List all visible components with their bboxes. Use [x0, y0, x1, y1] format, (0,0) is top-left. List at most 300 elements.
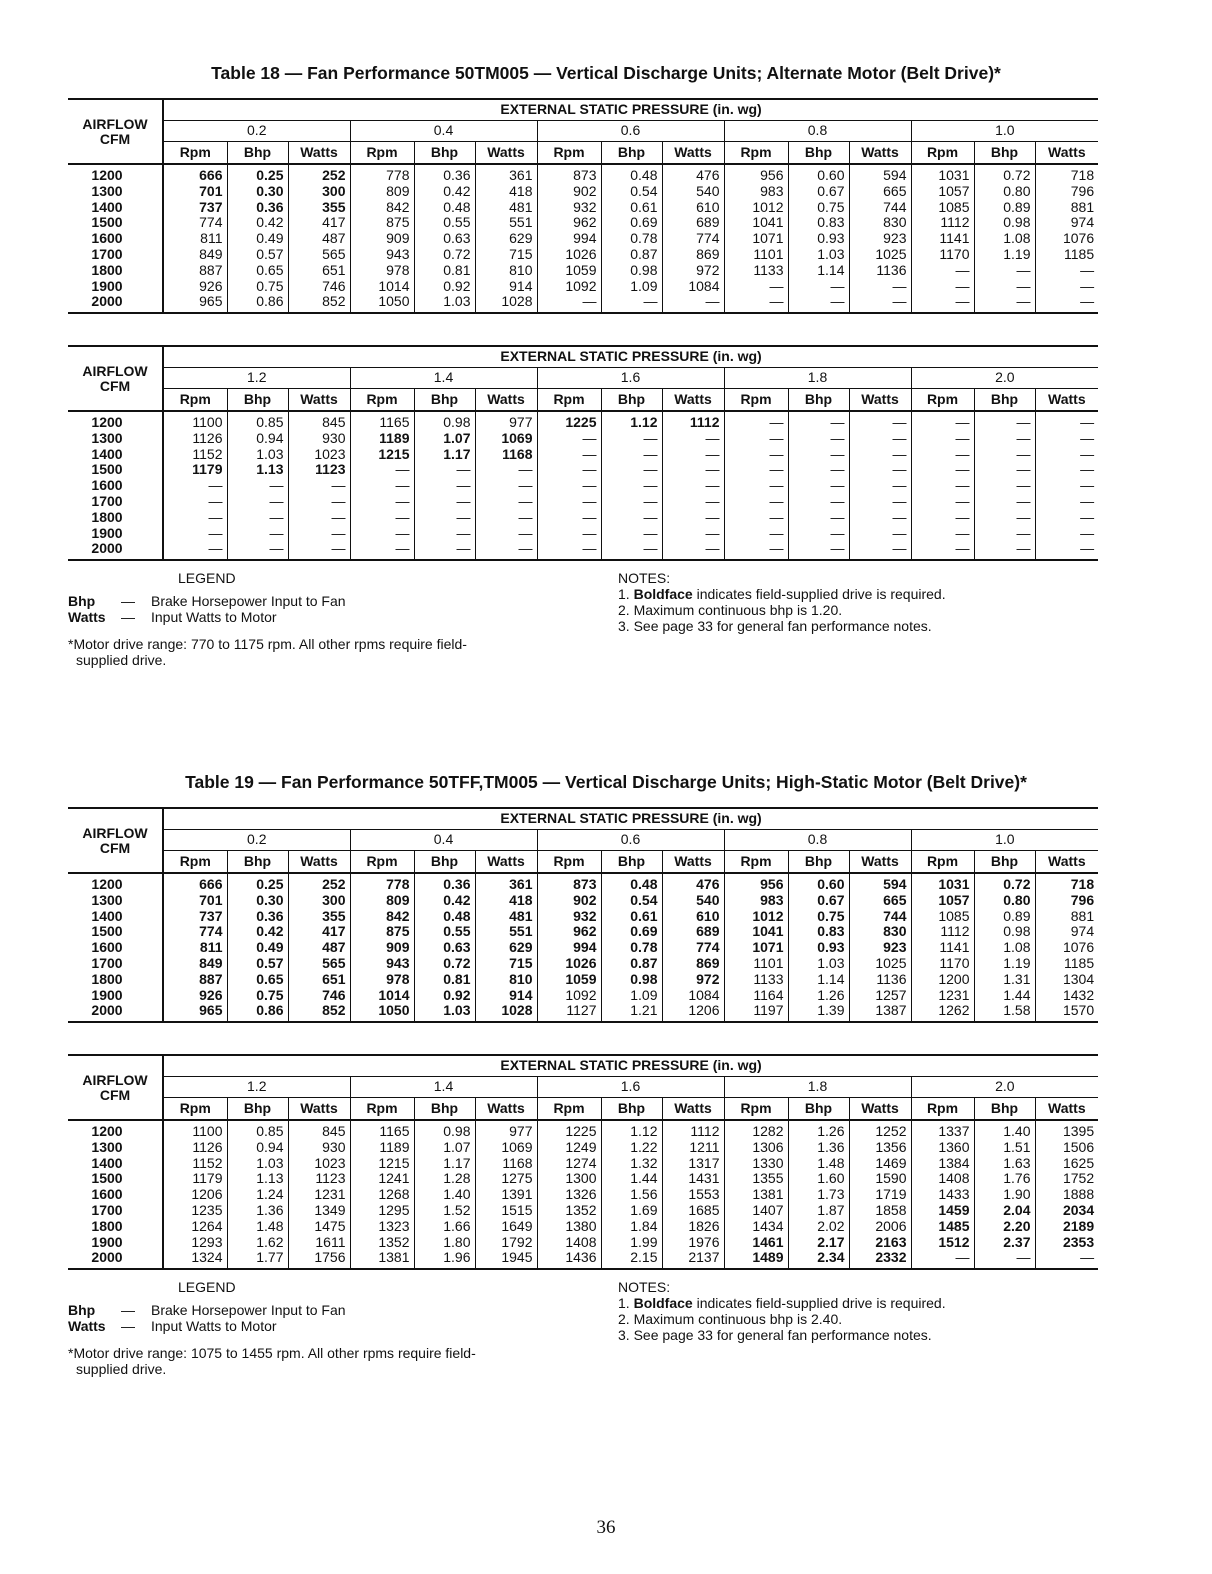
table-cell: 1.13 — [227, 462, 288, 478]
table-row — [68, 478, 1098, 494]
column-header: Bhp — [974, 142, 1035, 165]
table-cell: 1.96 — [414, 1250, 475, 1269]
table-cell: 0.98 — [601, 972, 662, 988]
column-header: Rpm — [724, 851, 788, 874]
table-cell: — — [724, 494, 788, 510]
table-cell: 869 — [662, 247, 724, 263]
table-cell: 737 — [163, 200, 227, 216]
table-row — [68, 447, 1098, 463]
table-cell: — — [1035, 510, 1098, 526]
table-cell: 875 — [350, 924, 414, 940]
table-18-notes — [618, 570, 946, 634]
airflow-cfm-cell: 1500 — [68, 924, 163, 940]
table-row — [68, 1235, 1098, 1251]
table-cell: 0.75 — [227, 279, 288, 295]
table-cell: 1.26 — [788, 988, 849, 1004]
table-row — [68, 940, 1098, 956]
table-cell: 0.85 — [227, 411, 288, 431]
table-cell: — — [788, 526, 849, 542]
table-cell: 0.48 — [414, 200, 475, 216]
table-cell: 1.39 — [788, 1003, 849, 1022]
table-cell: — — [601, 462, 662, 478]
table-cell: 909 — [350, 231, 414, 247]
table-cell: 0.60 — [788, 873, 849, 893]
table-cell: 1050 — [350, 294, 414, 313]
table-cell: 1352 — [537, 1203, 601, 1219]
table-cell: 1323 — [350, 1219, 414, 1235]
table-cell: — — [414, 510, 475, 526]
table-cell: 0.57 — [227, 247, 288, 263]
table-cell: 0.36 — [227, 200, 288, 216]
table-cell: 361 — [475, 873, 537, 893]
column-header: Bhp — [601, 389, 662, 412]
table-cell: 810 — [475, 263, 537, 279]
table-cell: 1.26 — [788, 1120, 849, 1140]
table-row — [68, 909, 1098, 925]
table-cell: 1.63 — [974, 1156, 1035, 1172]
column-header: Rpm — [724, 389, 788, 412]
column-header: Watts — [1035, 1098, 1098, 1121]
column-header: Rpm — [350, 1098, 414, 1121]
table-cell: — — [911, 411, 974, 431]
footnote-line: supplied drive. — [76, 1361, 167, 1377]
table-cell: 0.30 — [227, 893, 288, 909]
table-cell: 629 — [475, 940, 537, 956]
table-cell: 0.85 — [227, 1120, 288, 1140]
table-row — [68, 411, 1098, 431]
table-cell: 2.34 — [788, 1250, 849, 1269]
cfm-label: CFM — [99, 1086, 131, 1103]
table-row — [68, 924, 1098, 940]
table-cell: 930 — [288, 431, 350, 447]
table-cell: 974 — [1035, 924, 1098, 940]
table-cell: 978 — [350, 263, 414, 279]
pressure-group-header: 0.8 — [724, 121, 911, 142]
column-header: Watts — [849, 389, 911, 412]
table-cell: 1179 — [163, 1171, 227, 1187]
table-cell: 1023 — [288, 447, 350, 463]
table-cell: 1756 — [288, 1250, 350, 1269]
table-cell: — — [227, 541, 288, 560]
table-cell: 2.17 — [788, 1235, 849, 1251]
table-cell: 923 — [849, 940, 911, 956]
table-cell: — — [1035, 294, 1098, 313]
table-cell: — — [601, 294, 662, 313]
table-cell: 0.36 — [414, 164, 475, 184]
footnote-line: *Motor drive range: 1075 to 1455 rpm. All other rpms require field- — [68, 1345, 476, 1361]
table-cell: 962 — [537, 215, 601, 231]
table-cell: 1.69 — [601, 1203, 662, 1219]
table-cell: — — [974, 510, 1035, 526]
table-row — [68, 494, 1098, 510]
pressure-group-header: 0.6 — [537, 830, 724, 851]
table-cell: 1381 — [350, 1250, 414, 1269]
table-cell: 1.76 — [974, 1171, 1035, 1187]
table-cell: — — [414, 478, 475, 494]
footnote-line: *Motor drive range: 770 to 1175 rpm. All other rpms require field- — [68, 636, 467, 652]
airflow-cfm-cell: 1700 — [68, 247, 163, 263]
note-1-num: 1. — [618, 1295, 630, 1311]
airflow-cfm-cell: 1700 — [68, 494, 163, 510]
table-cell: 1085 — [911, 909, 974, 925]
table-cell: 983 — [724, 184, 788, 200]
table-cell: — — [1035, 263, 1098, 279]
table-cell: 1185 — [1035, 956, 1098, 972]
table-cell: — — [788, 478, 849, 494]
table-cell: — — [475, 462, 537, 478]
column-header: Bhp — [974, 851, 1035, 874]
table-cell: 830 — [849, 215, 911, 231]
table-cell: — — [662, 494, 724, 510]
table-cell: — — [974, 411, 1035, 431]
table-cell: — — [974, 462, 1035, 478]
table-cell: 1112 — [662, 411, 724, 431]
table-cell: 902 — [537, 184, 601, 200]
column-header: Bhp — [414, 1098, 475, 1121]
column-header: Watts — [849, 851, 911, 874]
legend-abbr-watts: Watts — [68, 1318, 106, 1334]
column-header: Watts — [288, 389, 350, 412]
table-cell: 1152 — [163, 447, 227, 463]
table-cell: — — [724, 462, 788, 478]
table-row — [68, 431, 1098, 447]
table-cell: — — [601, 526, 662, 542]
table-cell: 1.32 — [601, 1156, 662, 1172]
column-header: Bhp — [227, 1098, 288, 1121]
table-cell: 2.37 — [974, 1235, 1035, 1251]
legend-dash: — — [121, 609, 135, 625]
table-row — [68, 510, 1098, 526]
table-cell: 852 — [288, 294, 350, 313]
table-cell: 1136 — [849, 972, 911, 988]
table-cell: 1356 — [849, 1140, 911, 1156]
table-cell: 1826 — [662, 1219, 724, 1235]
table-cell: 994 — [537, 940, 601, 956]
table-cell: 1.03 — [788, 956, 849, 972]
table-cell: 796 — [1035, 184, 1098, 200]
airflow-cfm-cell: 1600 — [68, 940, 163, 956]
column-header: Bhp — [227, 389, 288, 412]
table-cell: 1.12 — [601, 1120, 662, 1140]
table-cell: — — [724, 541, 788, 560]
table-cell: — — [662, 447, 724, 463]
table-cell: 887 — [163, 972, 227, 988]
table-cell: 666 — [163, 873, 227, 893]
pressure-group-header: 2.0 — [911, 368, 1098, 389]
table-cell: 1.60 — [788, 1171, 849, 1187]
table-cell: 1.08 — [974, 940, 1035, 956]
note-1-bold: Boldface — [633, 586, 693, 602]
table-cell: 1268 — [350, 1187, 414, 1203]
table-cell: — — [724, 447, 788, 463]
table-18-footnote — [68, 636, 558, 668]
table-cell: 845 — [288, 411, 350, 431]
table-cell: — — [662, 510, 724, 526]
table-row — [68, 164, 1098, 184]
table-cell: — — [288, 526, 350, 542]
table-cell: 0.81 — [414, 263, 475, 279]
table-cell: — — [849, 462, 911, 478]
table-cell: 1141 — [911, 231, 974, 247]
pressure-group-header: 1.4 — [350, 368, 537, 389]
table-cell: 1.13 — [227, 1171, 288, 1187]
column-header: Bhp — [974, 389, 1035, 412]
legend-dash: — — [121, 1302, 135, 1318]
note-3: 3. See page 33 for general fan performance notes. — [618, 1327, 932, 1343]
table-cell: 2.04 — [974, 1203, 1035, 1219]
table-cell: 1249 — [537, 1140, 601, 1156]
table-cell: 0.72 — [414, 247, 475, 263]
table-cell: 1264 — [163, 1219, 227, 1235]
table-cell: 1461 — [724, 1235, 788, 1251]
table-cell: — — [974, 447, 1035, 463]
airflow-cfm-cell: 2000 — [68, 1003, 163, 1022]
column-header: Watts — [662, 1098, 724, 1121]
note-1-text: indicates field-supplied drive is required. — [692, 586, 946, 602]
table-cell: 1.90 — [974, 1187, 1035, 1203]
table-cell: 481 — [475, 909, 537, 925]
column-header: Rpm — [163, 1098, 227, 1121]
table-cell: 1945 — [475, 1250, 537, 1269]
table-cell: 1434 — [724, 1219, 788, 1235]
column-header: Watts — [662, 389, 724, 412]
table-cell: 1.14 — [788, 972, 849, 988]
table-cell: 565 — [288, 956, 350, 972]
table-cell: 0.42 — [414, 893, 475, 909]
table-cell: 594 — [849, 164, 911, 184]
table-cell: 0.86 — [227, 294, 288, 313]
table-cell: 0.48 — [414, 909, 475, 925]
table-cell: 0.93 — [788, 940, 849, 956]
table-cell: 0.94 — [227, 1140, 288, 1156]
table-cell: 977 — [475, 1120, 537, 1140]
table-cell: 1.48 — [227, 1219, 288, 1235]
table-cell: — — [911, 462, 974, 478]
table-cell: 1306 — [724, 1140, 788, 1156]
table-cell: 0.80 — [974, 893, 1035, 909]
table-cell: 1.12 — [601, 411, 662, 431]
airflow-cfm-cell: 1500 — [68, 1171, 163, 1187]
pressure-group-header: 0.2 — [163, 121, 350, 142]
table-cell: — — [788, 411, 849, 431]
table-cell: 1352 — [350, 1235, 414, 1251]
table-cell: — — [911, 494, 974, 510]
airflow-cfm-cell: 1400 — [68, 1156, 163, 1172]
table-cell: — — [1035, 279, 1098, 295]
table-cell: 1136 — [849, 263, 911, 279]
table-cell: 252 — [288, 164, 350, 184]
table-cell: 1553 — [662, 1187, 724, 1203]
table-cell: 1189 — [350, 1140, 414, 1156]
table-cell: — — [849, 478, 911, 494]
airflow-label: AIRFLOW — [82, 115, 148, 132]
table-cell: 0.98 — [974, 924, 1035, 940]
table-cell: 1.19 — [974, 956, 1035, 972]
table-cell: 1100 — [163, 411, 227, 431]
note-1-bold: Boldface — [633, 1295, 693, 1311]
table-cell: 718 — [1035, 164, 1098, 184]
table-cell: 943 — [350, 956, 414, 972]
table-cell: 1127 — [537, 1003, 601, 1022]
table-cell: 1408 — [537, 1235, 601, 1251]
table-cell: — — [911, 478, 974, 494]
table-cell: — — [788, 494, 849, 510]
table-cell: — — [911, 447, 974, 463]
table-cell: 610 — [662, 200, 724, 216]
table-cell: 2189 — [1035, 1219, 1098, 1235]
table-cell: — — [788, 462, 849, 478]
pressure-group-header: 0.4 — [350, 830, 537, 851]
table-cell: 943 — [350, 247, 414, 263]
airflow-label: AIRFLOW — [82, 824, 148, 841]
table-cell: 715 — [475, 247, 537, 263]
table-cell: 873 — [537, 164, 601, 184]
table-row — [68, 988, 1098, 1004]
column-header: Bhp — [788, 851, 849, 874]
table-cell: — — [601, 510, 662, 526]
table-cell: 1304 — [1035, 972, 1098, 988]
table-cell: 1433 — [911, 1187, 974, 1203]
table-cell: — — [227, 526, 288, 542]
table-cell: 0.72 — [974, 164, 1035, 184]
table-cell: 0.63 — [414, 940, 475, 956]
table-cell: 0.72 — [974, 873, 1035, 893]
table-cell: — — [662, 294, 724, 313]
table-cell: 1.17 — [414, 447, 475, 463]
table-cell: 737 — [163, 909, 227, 925]
table-cell: 1.09 — [601, 988, 662, 1004]
table-cell: 1085 — [911, 200, 974, 216]
table-cell: 1200 — [911, 972, 974, 988]
table-cell: 1241 — [350, 1171, 414, 1187]
column-header: Bhp — [414, 851, 475, 874]
airflow-cfm-cell: 1800 — [68, 510, 163, 526]
table-cell: 983 — [724, 893, 788, 909]
legend-abbr-watts: Watts — [68, 609, 106, 625]
table-cell: 1170 — [911, 956, 974, 972]
column-header: Rpm — [724, 142, 788, 165]
table-cell: 875 — [350, 215, 414, 231]
table-cell: — — [974, 541, 1035, 560]
table-row — [68, 1203, 1098, 1219]
table-cell: 1057 — [911, 184, 974, 200]
table-row — [68, 893, 1098, 909]
table-row — [68, 1187, 1098, 1203]
table-row — [68, 263, 1098, 279]
table-cell: 926 — [163, 988, 227, 1004]
table-cell: — — [974, 494, 1035, 510]
table-cell: 1152 — [163, 1156, 227, 1172]
table-cell: 1.03 — [414, 294, 475, 313]
table-cell: 1076 — [1035, 231, 1098, 247]
table-cell: 715 — [475, 956, 537, 972]
table-cell: 0.42 — [227, 215, 288, 231]
table-cell: — — [911, 510, 974, 526]
table-cell: 2006 — [849, 1219, 911, 1235]
table-cell: 1.03 — [414, 1003, 475, 1022]
table-cell: 1293 — [163, 1235, 227, 1251]
column-header: Bhp — [227, 851, 288, 874]
table-cell: 1395 — [1035, 1120, 1098, 1140]
table-cell: 1026 — [537, 247, 601, 263]
table-cell: — — [414, 494, 475, 510]
table-cell: 1.03 — [227, 1156, 288, 1172]
table-cell: 701 — [163, 893, 227, 909]
table-cell: 1028 — [475, 294, 537, 313]
table-cell: 1041 — [724, 215, 788, 231]
table-cell: 774 — [163, 215, 227, 231]
column-header: Watts — [849, 1098, 911, 1121]
table-cell: 0.98 — [414, 411, 475, 431]
table-cell: 1888 — [1035, 1187, 1098, 1203]
table-cell: 0.42 — [414, 184, 475, 200]
column-header: Bhp — [414, 142, 475, 165]
table-cell: 2034 — [1035, 1203, 1098, 1219]
table-cell: — — [227, 478, 288, 494]
table-cell: 1141 — [911, 940, 974, 956]
table-cell: 0.78 — [601, 940, 662, 956]
column-header: Bhp — [601, 142, 662, 165]
table-row — [68, 1140, 1098, 1156]
table-cell: — — [724, 526, 788, 542]
table-cell: 1570 — [1035, 1003, 1098, 1022]
table-cell: 1349 — [288, 1203, 350, 1219]
table-cell: — — [974, 263, 1035, 279]
table-cell: — — [1035, 494, 1098, 510]
pressure-group-header: 0.6 — [537, 121, 724, 142]
table-cell: 1976 — [662, 1235, 724, 1251]
pressure-group-header: 1.2 — [163, 1077, 350, 1098]
table-19-title: Table 19 — Fan Performance 50TFF,TM005 — Vertical Discharge Units; High-Static Motor (Belt Drive)* — [185, 772, 1027, 792]
cfm-label: CFM — [99, 839, 131, 856]
table-cell: 1649 — [475, 1219, 537, 1235]
table-cell: 1.80 — [414, 1235, 475, 1251]
table-cell: 1317 — [662, 1156, 724, 1172]
airflow-cfm-cell: 2000 — [68, 541, 163, 560]
column-header: Rpm — [537, 389, 601, 412]
table-cell: 0.94 — [227, 431, 288, 447]
notes-title: NOTES: — [618, 1279, 671, 1295]
table-cell: 1431 — [662, 1171, 724, 1187]
table-cell: 1168 — [475, 447, 537, 463]
table-cell: — — [288, 541, 350, 560]
column-header: Rpm — [350, 142, 414, 165]
table-cell: 1165 — [350, 1120, 414, 1140]
table-cell: 1100 — [163, 1120, 227, 1140]
table-cell: 2.02 — [788, 1219, 849, 1235]
table-cell: 1469 — [849, 1156, 911, 1172]
table-cell: — — [911, 541, 974, 560]
table-cell: 1485 — [911, 1219, 974, 1235]
column-header: Rpm — [537, 1098, 601, 1121]
table-cell: 930 — [288, 1140, 350, 1156]
table-cell: — — [1035, 462, 1098, 478]
table-cell: 1384 — [911, 1156, 974, 1172]
table-cell: 914 — [475, 988, 537, 1004]
table-cell: 1.40 — [414, 1187, 475, 1203]
table-cell: 1391 — [475, 1187, 537, 1203]
table-cell: 0.49 — [227, 231, 288, 247]
table-19-part-2 — [68, 1054, 1098, 1270]
table-cell: 1041 — [724, 924, 788, 940]
column-header: Rpm — [911, 142, 974, 165]
airflow-cfm-cell: 1700 — [68, 1203, 163, 1219]
table-cell: 1.31 — [974, 972, 1035, 988]
table-cell: 665 — [849, 893, 911, 909]
table-cell: 1.28 — [414, 1171, 475, 1187]
table-cell: 774 — [662, 231, 724, 247]
table-cell: — — [974, 431, 1035, 447]
